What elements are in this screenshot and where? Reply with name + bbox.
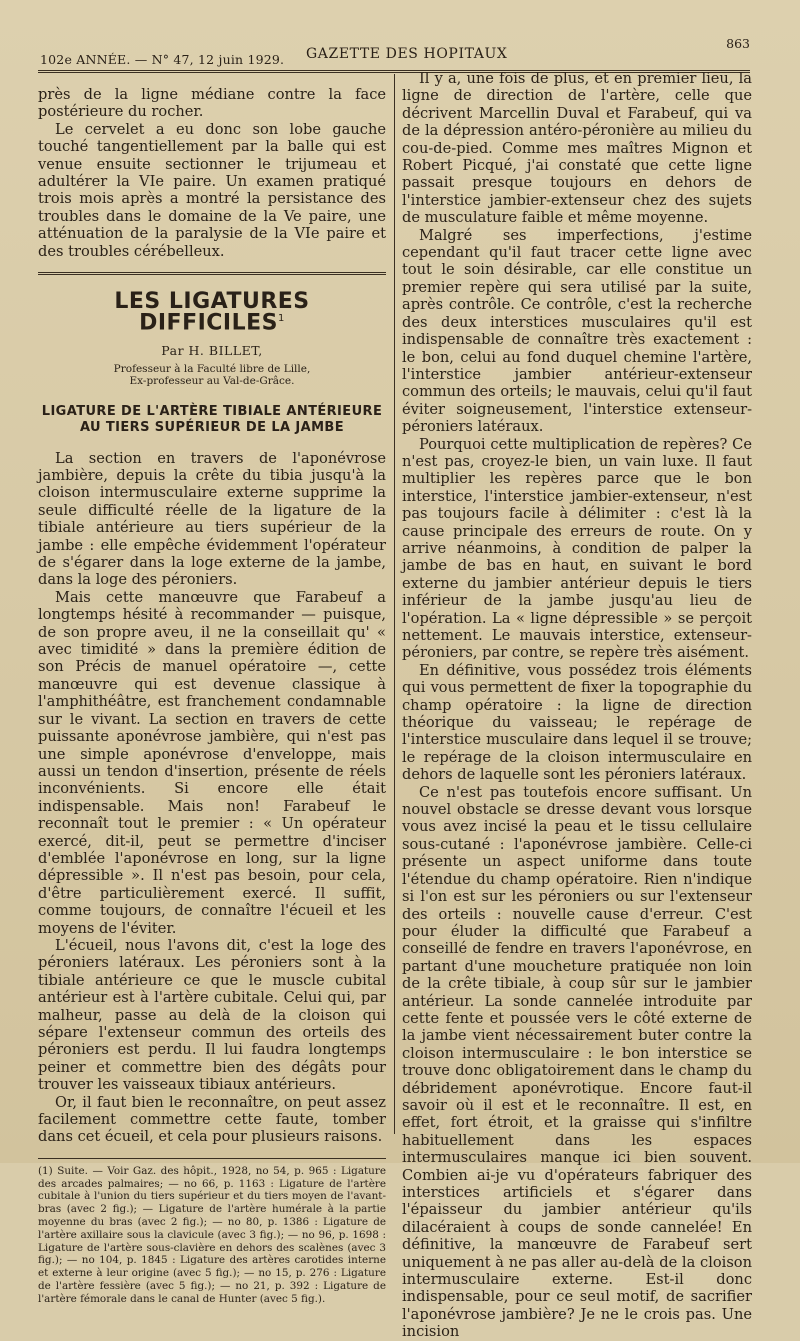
- footnote: (1) Suite. — Voir Gaz. des hôpit., 1928, no 54, p. 965 : Ligature des arcades palmaires; — no 66, p. 1163 : Ligature de l'artère cubitale à l'union du tiers supérieur et du tiers moyen de l'avant-bras (avec 2 fig.); — Ligature de l'artère humérale à la partie moyenne du bras (avec 2 fig.); — no 80, p. 1386 : Ligature de l'artère axillaire sous la clavicule (avec 3 fig.); — no 96, p. 1698 : Ligature de l'artère sous-clavière en dehors des scalènes (avec 3 fig.); — no 104, p. 1845 : Ligature des artères carotides interne et externe à leur origine (avec 5 fig.); — no 15, p. 276 : Ligature de l'artère fessière (avec 5 fig.); — no 21, p. 392 : Ligature de l'artère fémorale dans le canal de Hunter (avec 5 fig.).: [38, 1164, 386, 1305]
- paragraph: près de la ligne médiane contre la face postérieure du rocher.: [38, 86, 386, 121]
- page-number: 863: [726, 36, 750, 51]
- article-title-text: LES LIGATURES DIFFICILES: [114, 289, 310, 336]
- paragraph: Ce n'est pas toutefois encore suffisant. Un nouvel obstacle se dresse devant vous lorsque vous avez incisé la peau et le tissu cellulaire sous-cutané : l'aponévrose jambière. Celle-ci présente un aspect uniforme dans toute l'étendue du champ opératoire. Rien n'indique si l'on est sur les péroniers ou sur l'extenseur des orteils : nouvelle cause d'erreur. C'est pour éluder la difficulté que Farabeuf a conseillé de fendre en travers l'aponévrose, en partant d'une moucheture pratiquée non loin de la crête tibiale, à coup sûr sur le jambier antérieur. La sonde cannelée introduite par cette fente et poussée vers le côté externe de la jambe vient nécessairement buter contre la cloison intermusculaire : le bon interstice se trouve donc obligatoirement dans le champ du débridement aponévrotique. Encore faut-il savoir où il est et le reconnaître. Il est, en effet, fort étroit, et la graisse qui s'infiltre habituellement dans les espaces intermusculaires manque ici bien souvent. Combien ai-je vu d'opérateurs fabriquer des interstices artificiels et s'égarer dans l'épaisseur du jambier antérieur qu'ils dilacéraient à coups de sonde cannelée! En définitive, la manœuvre de Farabeuf sert uniquement à ne pas aller au-delà de la cloison intermusculaire externe. Est-il donc indispensable, pour ce seul motif, de sacrifier l'aponévrose jambière? Je ne le crois pas. Une incision: [402, 783, 752, 1341]
- paragraph: Mais cette manœuvre que Farabeuf a longtemps hésité à recommander — puisque, de son propre aveu, il ne la conseillait qu' « avec timidité » dans la première édition de son Précis de manuel opératoire —, cette manœuvre qui est devenue classique à l'amphithéâtre, est franchement condamnable sur le vivant. La section en travers de cette puissante aponévrose jambière, qui n'est pas une simple aponévrose d'enveloppe, mais aussi un tendon d'insertion, présente de réels inconvénients. Si encore elle était indispensable. Mais non! Farabeuf le reconnaît tout le premier : « Un opérateur exercé, dit-il, peut se permettre d'inciser d'emblée l'aponévrose en long, sur la ligne dépressible ». Il n'est pas besoin, pour cela, d'être particulièrement exercé. Il suffit, comme toujours, de connaître l'écueil et les moyens de l'éviter.: [38, 588, 386, 937]
- paragraph: En définitive, vous possédez trois éléments qui vous permettent de fixer la topographie du champ opératoire : la ligne de direction théorique du vaisseau; le repérage de l'interstice musculaire dans lequel il se trouve; le repérage de la cloison intermusculaire en dehors de laquelle sont les péroniers latéraux.: [402, 661, 752, 784]
- column-separator: [394, 74, 395, 1134]
- footnote-rule: [38, 1158, 386, 1159]
- affiliation-line: Ex-professeur au Val-de-Grâce.: [129, 375, 295, 388]
- right-column: [402, 70, 752, 1341]
- left-column: [38, 86, 386, 1306]
- paragraph: Le cervelet a eu donc son lobe gauche touché tangentiellement par la balle qui est venue ensuite sectionner le trijumeau et adultérer la VIe paire. Un examen pratiqué trois mois après a montré la persistance des troubles dans le domaine de la Ve paire, une atténuation de la paralysie de la VIe paire et des troubles cérébelleux.: [38, 120, 386, 260]
- paragraph: La section en travers de l'aponévrose jambière, depuis la crête du tibia jusqu'à la cloison intermusculaire externe supprime la seule difficulté réelle de la ligature de la tibiale antérieure au tiers supérieur de la jambe : elle empêche évidemment l'opérateur de s'égarer dans la loge externe de la jambe, dans la loge des péroniers.: [38, 449, 386, 589]
- journal-title: GAZETTE DES HOPITAUX: [306, 46, 508, 62]
- article-title: [38, 289, 386, 336]
- article-separator: [38, 272, 386, 275]
- affiliation: [38, 363, 386, 388]
- paragraph: Il y a, une fois de plus, et en premier lieu, la ligne de direction de l'artère, celle que décrivent Marcellin Duval et Farabeuf, qui va de la dépression antéro-péronière au milieu du cou-de-pied. Comme mes maîtres Mignon et Robert Picqué, j'ai constaté que cette ligne passait presque toujours en dehors de l'interstice jambier-extenseur chez des sujets de musculature faible et même moyenne.: [402, 70, 752, 227]
- paragraph: Pourquoi cette multiplication de repères? Ce n'est pas, croyez-le bien, un vain luxe. Il faut multiplier les repères parce que le bon interstice, l'interstice jambier-extenseur, n'est pas toujours facile à délimiter : c'est là la cause principale des erreurs de route. On y arrive néanmoins, à condition de palper la jambe de bas en haut, en suivant le bord externe du jambier antérieur depuis le tiers inférieur de la jambe jusqu'au lieu de l'opération. La « ligne dépressible » se perçoit nettement. Le mauvais interstice, extenseur-péroniers, par contre, se repère très aisément.: [402, 435, 752, 662]
- affiliation-line: Professeur à la Faculté libre de Lille,: [113, 362, 311, 375]
- paragraph: Malgré ses imperfections, j'estime cependant qu'il faut tracer cette ligne avec tout le soin désirable, car elle constitue un premier repère qui sera utilisé par la suite, après contrôle. Ce contrôle, c'est la recherche des deux interstices musculaires qu'il est indispensable de connaître très exactement : le bon, celui au fond duquel chemine l'artère, l'interstice jambier antérieur-extenseur commun des orteils; le mauvais, celui qu'il faut éviter soigneusement, l'interstice extenseur-péroniers latéraux.: [402, 226, 752, 436]
- issue-info: 102e ANNÉE. — N° 47, 12 juin 1929.: [40, 52, 285, 67]
- page-header: [38, 36, 750, 72]
- author: Par H. BILLET,: [161, 343, 263, 359]
- paragraph: Or, il faut bien le reconnaître, on peut assez facilement commettre cette faute, tomber dans cet écueil, et cela pour plusieurs raisons.: [38, 1093, 386, 1146]
- section-title: LIGATURE DE L'ARTÈRE TIBIALE ANTÉRIEURE AU TIERS SUPÉRIEUR DE LA JAMBE: [41, 403, 383, 435]
- paragraph: L'écueil, nous l'avons dit, c'est la loge des péroniers latéraux. Les péroniers sont à la tibiale antérieure ce que le muscle cubital antérieur est à l'artère cubitale. Celui qui, par malheur, passe au delà de la cloison qui sépare l'extenseur commun des orteils des péroniers est perdu. Il lui faudra longtemps peiner et commettre bien des dégâts pour trouver les vaisseaux tibiaux antérieurs.: [38, 936, 386, 1094]
- footnote-marker: 1: [278, 313, 285, 325]
